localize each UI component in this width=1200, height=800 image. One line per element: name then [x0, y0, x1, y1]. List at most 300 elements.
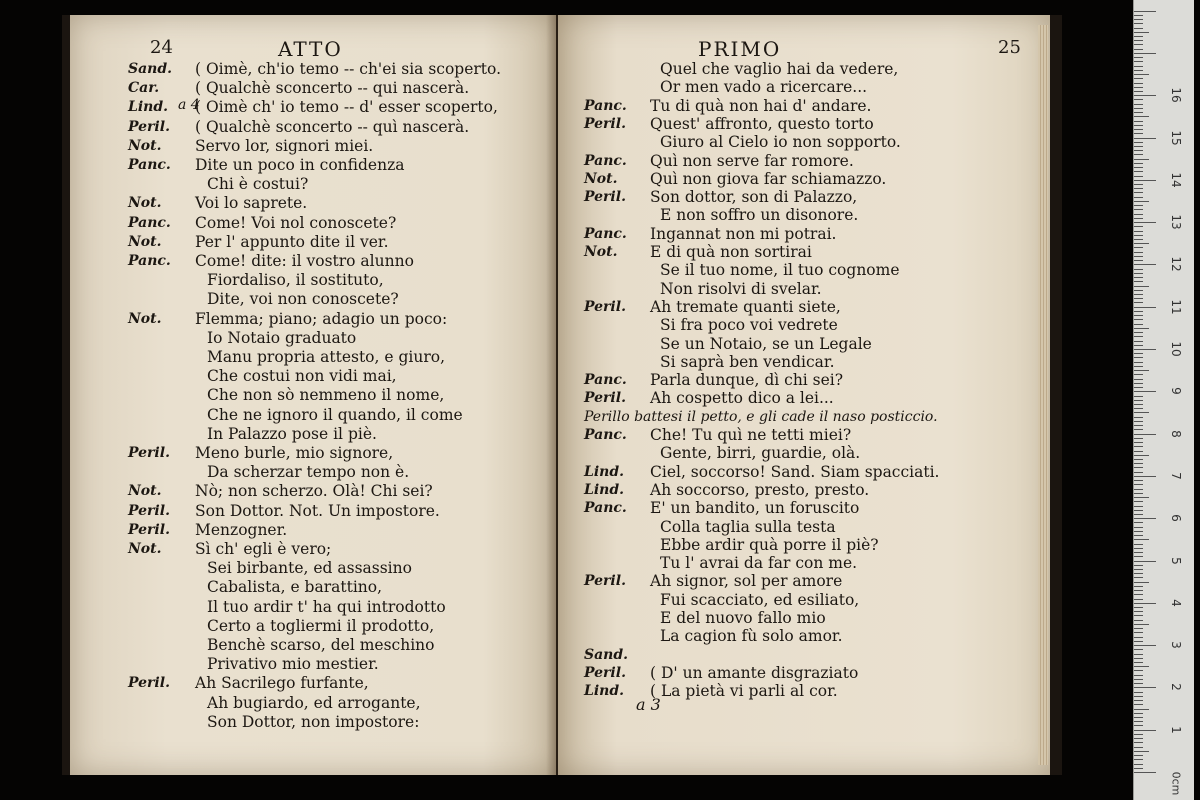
- text-line: [70, 386, 556, 404]
- ruler-tick: [1134, 463, 1143, 464]
- ruler-tick: [1134, 467, 1143, 468]
- ruler-tick: [1134, 95, 1156, 96]
- ruler-tick: [1134, 201, 1149, 202]
- ruler-tick: [1134, 510, 1143, 511]
- ruler-tick: [1134, 319, 1143, 320]
- text-line: [558, 261, 1050, 279]
- left-page-number: 24: [150, 37, 173, 58]
- text-line: [70, 118, 556, 136]
- text-line: [558, 243, 1050, 261]
- ruler-unit-label: 0cm: [1169, 771, 1183, 796]
- ruler-tick: [1134, 429, 1143, 430]
- ruler-tick: [1134, 269, 1143, 270]
- ruler-tick: [1134, 755, 1143, 756]
- ruler-tick: [1134, 725, 1143, 726]
- ruler-tick: [1134, 116, 1149, 117]
- ruler-tick: [1134, 709, 1149, 710]
- open-book: [62, 15, 1062, 775]
- ruler-tick: [1134, 493, 1143, 494]
- ruler-tick: [1134, 209, 1143, 210]
- ruler-tick: [1134, 438, 1143, 439]
- ruler-tick: [1134, 104, 1143, 105]
- verse-text: E di quà non sortirai: [650, 243, 812, 261]
- ruler-tick: [1134, 759, 1143, 760]
- speaker-label: Peril.: [584, 189, 626, 206]
- verse-text: Per l' appunto dite il ver.: [195, 232, 389, 251]
- ruler-tick: [1134, 747, 1143, 748]
- ruler-tick: [1134, 87, 1143, 88]
- ruler-tick: [1134, 324, 1143, 325]
- speaker-label: Not.: [128, 195, 162, 212]
- right-page-number: 25: [998, 37, 1021, 58]
- verse-text: Il tuo ardir t' ha qui introdotto: [207, 597, 446, 616]
- ruler-tick: [1134, 302, 1143, 303]
- verse-text: Son dottor, son di Palazzo,: [650, 188, 858, 207]
- ruler-tick: [1134, 150, 1143, 151]
- text-line: [558, 682, 1050, 700]
- ruler-tick: [1134, 687, 1156, 688]
- ruler-tick: [1134, 501, 1143, 502]
- ruler-tick: [1134, 349, 1156, 350]
- text-line: [70, 521, 556, 539]
- ruler-tick: [1134, 315, 1143, 316]
- ruler-tick: [1134, 74, 1149, 75]
- text-line: [70, 578, 556, 596]
- verse-text: Quel che vaglio hai da vedere,: [660, 60, 899, 78]
- ruler-tick: [1134, 692, 1143, 693]
- ruler-tick: [1134, 171, 1143, 172]
- verse-text: Benchè scarso, del meschino: [207, 636, 435, 654]
- ruler-tick: [1134, 654, 1143, 655]
- ruler-tick: [1134, 522, 1143, 523]
- ruler-tick: [1134, 556, 1143, 557]
- verse-text: ( Oimè ch' io temo -- d' esser scoperto,: [195, 98, 498, 117]
- text-line: [558, 188, 1050, 206]
- speaker-label: Sand.: [128, 61, 173, 77]
- speaker-label: Panc.: [584, 500, 627, 517]
- verse-text: Meno burle, mio signore,: [195, 444, 394, 462]
- ruler-tick: [1134, 700, 1143, 701]
- ruler-tick: [1134, 32, 1149, 33]
- verse-text: Ah Sacrilego furfante,: [195, 674, 369, 693]
- ruler-tick: [1134, 235, 1143, 236]
- ruler-tick: [1134, 768, 1143, 769]
- ruler-number: 6: [1169, 514, 1183, 522]
- ruler-tick: [1134, 442, 1143, 443]
- ruler-tick: [1134, 641, 1143, 642]
- ruler-tick: [1134, 772, 1156, 773]
- verse-text: Tu l' avrai da far con me.: [660, 554, 858, 573]
- ruler-tick: [1134, 472, 1143, 473]
- verse-text: Ah bugiardo, ed arrogante,: [207, 693, 421, 712]
- verse-text: Flemma; piano; adagio un poco:: [195, 309, 448, 328]
- ruler-number: 4: [1169, 598, 1183, 607]
- text-line: [70, 444, 556, 462]
- ruler-tick: [1134, 590, 1143, 591]
- ruler-tick: [1134, 455, 1149, 456]
- speaker-label: Lind.: [584, 463, 625, 480]
- speaker-label: Not.: [128, 233, 162, 250]
- ruler-tick: [1134, 99, 1143, 100]
- text-line: [70, 713, 556, 731]
- ruler-tick: [1134, 666, 1149, 667]
- ruler-tick: [1134, 425, 1143, 426]
- verse-text: Quì non giova far schiamazzo.: [650, 169, 887, 188]
- text-line: [558, 78, 1050, 96]
- ruler-tick: [1134, 742, 1143, 743]
- verse-text: Quest' affronto, questo torto: [650, 114, 874, 133]
- ruler-tick: [1134, 311, 1143, 312]
- verse-text: Gente, birri, guardie, olà.: [660, 444, 861, 463]
- verse-text: Cabalista, e barattino,: [207, 578, 383, 597]
- speaker-label: Lind.: [584, 481, 625, 498]
- verse-text: Come! dite: il vostro alunno: [195, 252, 414, 270]
- text-line: [70, 502, 556, 520]
- ruler-tick: [1134, 535, 1143, 536]
- ruler-tick: [1134, 408, 1143, 409]
- speaker-label: Not.: [584, 244, 618, 260]
- verse-text: Se il tuo nome, il tuo cognome: [660, 261, 900, 280]
- ruler-tick: [1134, 400, 1143, 401]
- ruler-tick: [1134, 78, 1143, 79]
- verse-text: Dite, voi non conoscete?: [207, 290, 399, 309]
- text-line: [70, 214, 556, 232]
- ruler-number: 11: [1169, 299, 1183, 315]
- verse-text: Ingannat non mi potrai.: [650, 224, 837, 243]
- ruler-tick: [1134, 222, 1156, 223]
- text-line: [558, 572, 1050, 590]
- verse-text: Sei birbante, ed assassino: [207, 559, 412, 578]
- ruler-tick: [1134, 184, 1143, 185]
- ruler-tick: [1134, 704, 1143, 705]
- ruler-tick: [1134, 44, 1143, 45]
- text-line: [558, 389, 1050, 407]
- ruler-tick: [1134, 226, 1143, 227]
- ruler-tick: [1134, 66, 1143, 67]
- speaker-label: Panc.: [584, 427, 627, 443]
- ruler-tick: [1134, 675, 1143, 676]
- ruler-tick: [1134, 489, 1143, 490]
- ruler-tick: [1134, 341, 1143, 342]
- ruler-tick: [1134, 611, 1143, 612]
- verse-text: Or men vado a ricercare...: [660, 78, 868, 97]
- ruler-tick: [1134, 527, 1143, 528]
- text-line: [558, 60, 1050, 78]
- verse-text: Dite un poco in confidenza: [195, 156, 405, 174]
- text-line: [558, 97, 1050, 115]
- verse-text: Servo lor, signori miei.: [195, 136, 374, 155]
- ruler-tick: [1134, 451, 1143, 452]
- verse-text: Si fra poco voi vedrete: [660, 316, 838, 335]
- speaker-label: Peril.: [128, 445, 170, 461]
- ruler-tick: [1134, 121, 1143, 122]
- ruler-number: 15: [1169, 129, 1183, 146]
- text-line: [558, 609, 1050, 627]
- verse-text: Fui scacciato, ed esiliato,: [660, 590, 860, 609]
- speaker-label: Peril.: [584, 115, 626, 132]
- text-line: [558, 298, 1050, 316]
- verse-text: Giuro al Cielo io non sopporto.: [660, 133, 901, 152]
- text-line: [558, 591, 1050, 609]
- ruler-tick: [1134, 679, 1143, 680]
- ruler-tick: [1134, 163, 1143, 164]
- ruler-number: 13: [1169, 214, 1183, 230]
- speaker-label: Panc.: [128, 253, 171, 269]
- text-line: [558, 170, 1050, 188]
- verse-text: Ah cospetto dico a lei...: [650, 389, 834, 408]
- ruler-tick: [1134, 662, 1143, 663]
- text-line: [558, 115, 1050, 133]
- ruler-tick: [1134, 412, 1149, 413]
- text-line: [70, 540, 556, 558]
- verse-text: Che non sò nemmeno il nome,: [207, 386, 445, 405]
- text-line: [70, 271, 556, 289]
- ruler-tick: [1134, 357, 1143, 358]
- speaker-label: Panc.: [128, 214, 171, 231]
- text-line: [558, 536, 1050, 554]
- ruler-tick: [1134, 19, 1143, 20]
- text-line: [558, 280, 1050, 298]
- text-line: [70, 329, 556, 347]
- ruler-tick: [1134, 721, 1143, 722]
- verse-text: Se un Notaio, se un Legale: [660, 334, 872, 353]
- verse-text: E non soffro un disonore.: [660, 206, 859, 225]
- text-line: [70, 290, 556, 308]
- ruler-tick: [1134, 586, 1143, 587]
- ruler-tick: [1134, 353, 1143, 354]
- text-line: [70, 425, 556, 443]
- ruler-tick: [1134, 112, 1143, 113]
- ruler-tick: [1134, 286, 1149, 287]
- ruler-tick: [1134, 83, 1143, 84]
- text-line: [558, 646, 1050, 664]
- ruler-number: 10: [1169, 341, 1183, 357]
- text-line: [70, 348, 556, 366]
- text-line: [70, 463, 556, 481]
- left-running-head: ATTO: [278, 37, 343, 61]
- verse-text: E del nuovo fallo mio: [660, 609, 826, 627]
- ruler-tick: [1134, 417, 1143, 418]
- ruler-tick: [1134, 332, 1143, 333]
- ruler-number: 7: [1169, 472, 1183, 480]
- ruler-tick: [1134, 28, 1143, 29]
- ruler-tick: [1134, 764, 1143, 765]
- ruler-tick: [1134, 607, 1143, 608]
- speaker-label: Peril.: [584, 298, 626, 315]
- speaker-label: Peril.: [128, 502, 170, 519]
- speaker-label: Panc.: [584, 97, 627, 114]
- ruler-tick: [1134, 247, 1143, 248]
- ruler-tick: [1134, 159, 1149, 160]
- speaker-label: Panc.: [584, 152, 627, 169]
- text-line: [558, 133, 1050, 151]
- ruler-tick: [1134, 298, 1143, 299]
- ruler-tick: [1134, 628, 1143, 629]
- text-line: [70, 406, 556, 424]
- ruler-tick: [1134, 506, 1143, 507]
- ruler-tick: [1134, 239, 1143, 240]
- text-line: [70, 137, 556, 155]
- text-line: [558, 499, 1050, 517]
- ruler-tick: [1134, 683, 1143, 684]
- ruler-tick: [1134, 57, 1143, 58]
- verse-text: Ah soccorso, presto, presto.: [650, 480, 870, 499]
- ruler-tick: [1134, 260, 1143, 261]
- verse-text: Io Notaio graduato: [207, 328, 357, 347]
- verse-text: Ciel, soccorso! Sand. Siam spacciati.: [650, 462, 940, 481]
- speaker-label: Peril.: [128, 118, 170, 135]
- verse-text: Come! Voi nol conoscete?: [195, 213, 397, 232]
- ruler-tick: [1134, 362, 1143, 363]
- text-line: [70, 617, 556, 635]
- ruler-tick: [1134, 459, 1143, 460]
- text-line: [70, 482, 556, 500]
- text-line: [70, 636, 556, 654]
- verse-text: ( D' un amante disgraziato: [650, 663, 859, 682]
- ruler-tick: [1134, 476, 1156, 477]
- ruler-tick: [1134, 49, 1143, 50]
- verse-text: Ah tremate quanti siete,: [650, 297, 841, 316]
- speaker-label: Not.: [128, 483, 162, 500]
- text-line: [558, 335, 1050, 353]
- verse-text: Che! Tu quì ne tetti miei?: [650, 426, 852, 444]
- ruler-tick: [1134, 294, 1143, 295]
- ruler-tick: [1134, 514, 1143, 515]
- ruler-tick: [1134, 421, 1143, 422]
- speaker-label: Lind.: [128, 99, 169, 116]
- verse-text: Son Dottor. Not. Un impostore.: [195, 501, 440, 520]
- ruler-tick: [1134, 391, 1156, 392]
- ruler-tick: [1134, 632, 1143, 633]
- text-line: [70, 694, 556, 712]
- ruler-tick: [1134, 751, 1149, 752]
- text-line: [70, 233, 556, 251]
- ruler-tick: [1134, 565, 1143, 566]
- ruler-tick: [1134, 738, 1143, 739]
- ruler-number: 14: [1169, 172, 1183, 188]
- verse-text: Colla taglia sulla testa: [660, 517, 836, 536]
- verse-text: ( Qualchè sconcerto -- qui nascerà.: [195, 79, 470, 98]
- verse-text: Certo a togliermi il prodotto,: [207, 616, 435, 635]
- text-line: [558, 225, 1050, 243]
- ruler-tick: [1134, 518, 1156, 519]
- ruler-tick: [1134, 53, 1156, 54]
- text-line: [558, 664, 1050, 682]
- ruler-number: 2: [1169, 683, 1183, 692]
- speaker-label: Peril.: [128, 675, 170, 692]
- text-line: [70, 156, 556, 174]
- verse-text: Sì ch' egli è vero;: [195, 540, 332, 558]
- text-line: [70, 194, 556, 212]
- text-line: [558, 371, 1050, 389]
- ruler-tick: [1134, 328, 1149, 329]
- verse-text: Nò; non scherzo. Olà! Chi sei?: [195, 482, 433, 501]
- ruler-tick: [1134, 615, 1143, 616]
- text-line: [70, 655, 556, 673]
- ruler-tick: [1134, 205, 1143, 206]
- ruler-tick: [1134, 730, 1156, 731]
- ruler-tick: [1134, 594, 1143, 595]
- verse-text: Ebbe ardir quà porre il piè?: [660, 535, 879, 554]
- ruler-tick: [1134, 446, 1143, 447]
- ruler-tick: [1134, 11, 1156, 12]
- ruler-tick: [1134, 670, 1143, 671]
- speaker-label: Not.: [128, 310, 162, 327]
- ruler-tick: [1134, 264, 1156, 265]
- ruler-tick: [1134, 370, 1149, 371]
- text-line: [558, 353, 1050, 371]
- text-line: [70, 559, 556, 577]
- ruler-tick: [1134, 624, 1149, 625]
- ruler-tick: [1134, 218, 1143, 219]
- verse-text: Che costui non vidi mai,: [207, 367, 397, 386]
- ruler-number: 9: [1169, 387, 1183, 396]
- text-line: [558, 206, 1050, 224]
- speaker-label: Not.: [128, 541, 162, 557]
- page-edges: [1038, 25, 1048, 765]
- ruler-tick: [1134, 434, 1156, 435]
- speaker-label: Peril.: [584, 390, 626, 407]
- ruler-tick: [1134, 256, 1143, 257]
- ruler-tick: [1134, 180, 1156, 181]
- ruler-tick: [1134, 231, 1143, 232]
- text-line: [558, 444, 1050, 462]
- ruler-tick: [1134, 138, 1156, 139]
- ruler-tick: [1134, 497, 1149, 498]
- ruler-tick: [1134, 480, 1143, 481]
- ruler-tick: [1134, 404, 1143, 405]
- ruler-tick: [1134, 290, 1143, 291]
- verse-text: Privativo mio mestier.: [207, 655, 379, 674]
- verse-text: Si saprà ben vendicar.: [660, 352, 835, 371]
- verse-text: Tu di quà non hai d' andare.: [650, 96, 872, 115]
- text-line: [558, 426, 1050, 444]
- speaker-label: Car.: [128, 80, 160, 97]
- verse-text: Fiordaliso, il sostituto,: [207, 271, 384, 290]
- ruler-tick: [1134, 214, 1143, 215]
- ruler-tick: [1134, 176, 1143, 177]
- verse-text: ( Qualchè sconcerto -- quì nascerà.: [195, 117, 470, 136]
- right-running-head: PRIMO: [698, 37, 782, 61]
- ruler-tick: [1134, 154, 1143, 155]
- ruler-tick: [1134, 307, 1156, 308]
- ruler-number: 1: [1169, 725, 1183, 734]
- ruler-tick: [1134, 277, 1143, 278]
- ruler-tick: [1134, 577, 1143, 578]
- ruler-tick: [1134, 603, 1156, 604]
- text-line: [558, 463, 1050, 481]
- speaker-label: Lind.: [584, 683, 625, 700]
- ruler-tick: [1134, 387, 1143, 388]
- verse-text: Non risolvi di svelar.: [660, 279, 822, 298]
- ruler-tick: [1134, 197, 1143, 198]
- ruler-tick: [1134, 548, 1143, 549]
- speaker-label: Not.: [128, 137, 162, 154]
- text-line: [70, 98, 556, 116]
- ruler-tick: [1134, 658, 1143, 659]
- ruler-tick: [1134, 374, 1143, 375]
- ruler-tick: [1134, 620, 1143, 621]
- speaker-label: Sand.: [584, 646, 629, 663]
- ruler-tick: [1134, 552, 1143, 553]
- ruler-tick: [1134, 40, 1143, 41]
- verse-text: Che ne ignoro il quando, il come: [207, 405, 463, 424]
- ruler-tick: [1134, 129, 1143, 130]
- ruler-tick: [1134, 649, 1143, 650]
- ruler-tick: [1134, 366, 1143, 367]
- ruler-tick: [1134, 734, 1143, 735]
- text-line: [558, 518, 1050, 536]
